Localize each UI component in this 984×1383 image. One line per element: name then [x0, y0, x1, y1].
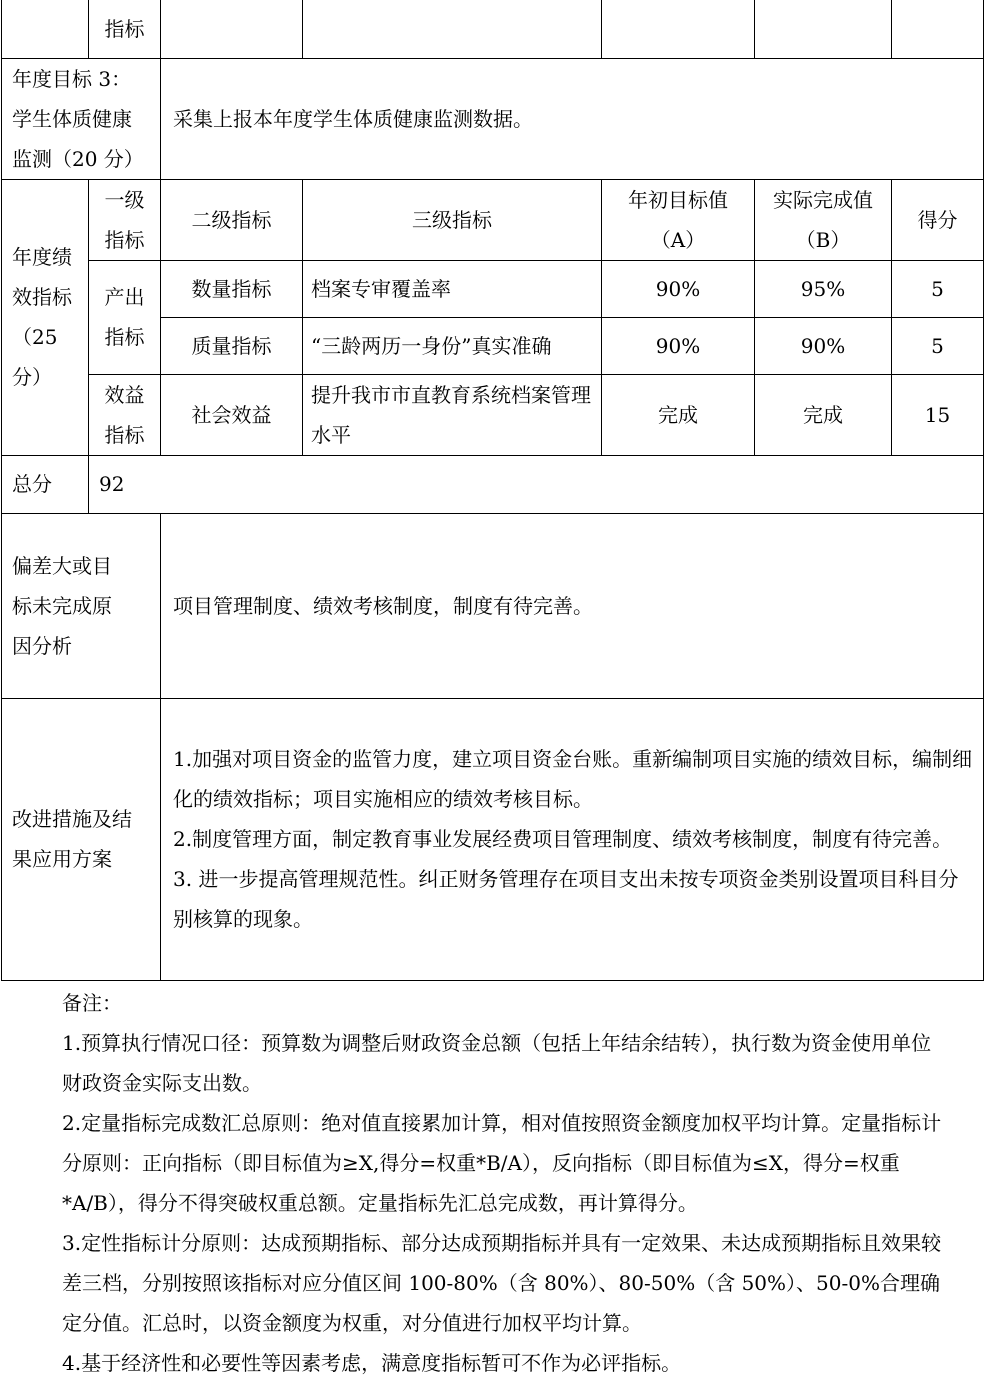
row-actual: 95% — [755, 260, 892, 317]
group-output: 产出指标 — [89, 260, 161, 374]
note-item: 2.定量指标完成数汇总原则：绝对值直接累加计算，相对值按照资金额度加权平均计算。定量指标计分原则：正向指标（即目标值为≥X,得分=权重*B/A），反向指标（即目标值为≤X，得分=权重*A/B），得分不得突破权重总额。定量指标先汇总完成数，再计算得分。 — [62, 1111, 942, 1215]
cell-empty — [602, 0, 755, 58]
row-actual: 90% — [755, 317, 892, 374]
goal3-label: 年度目标 3：学生体质健康监测（20 分） — [2, 58, 161, 179]
cell-empty — [892, 0, 984, 58]
deviation-row — [2, 513, 984, 698]
improve-item: 3. 进一步提高管理规范性。纠正财务管理存在项目支出未按专项资金类别设置项目科目分别核算的现象。 — [173, 867, 959, 931]
header-level3: 三级指标 — [303, 179, 602, 260]
table-row-continued — [2, 0, 984, 58]
note-item: 1.预算执行情况口径：预算数为调整后财政资金总额（包括上年结余结转），执行数为资金使用单位财政资金实际支出数。 — [62, 1031, 932, 1095]
row-level2: 质量指标 — [161, 317, 303, 374]
row-score: 15 — [892, 374, 984, 455]
perf-label: 年度绩效指标（25 分） — [2, 179, 89, 455]
header-level2: 二级指标 — [161, 179, 303, 260]
note-item: 4.基于经济性和必要性等因素考虑，满意度指标暂可不作为必评指标。 — [62, 1351, 682, 1375]
total-value: 92 — [89, 455, 984, 513]
header-target: 年初目标值（A） — [602, 179, 755, 260]
improve-item: 1.加强对项目资金的监管力度，建立项目资金台账。重新编制项目实施的绩效目标，编制细化的绩效指标；项目实施相应的绩效考核目标。 — [173, 747, 973, 811]
row-level3: 提升我市市直教育系统档案管理水平 — [303, 374, 602, 455]
improve-row — [2, 698, 984, 980]
table-row — [2, 374, 984, 455]
total-row — [2, 455, 984, 513]
row-target: 完成 — [602, 374, 755, 455]
row-level2: 社会效益 — [161, 374, 303, 455]
improve-content — [161, 698, 984, 980]
group-benefit: 效益指标 — [89, 374, 161, 455]
table-row — [2, 260, 984, 317]
level1-tail-cell: 指标 — [89, 0, 161, 58]
row-target: 90% — [602, 317, 755, 374]
cell-empty — [161, 0, 303, 58]
header-actual: 实际完成值（B） — [755, 179, 892, 260]
performance-table — [1, 0, 983, 977]
row-actual: 完成 — [755, 374, 892, 455]
cell-empty — [755, 0, 892, 58]
notes-section — [62, 983, 942, 1383]
total-label: 总分 — [2, 455, 89, 513]
improve-item: 2.制度管理方面，制定教育事业发展经费项目管理制度、绩效考核制度，制度有待完善。 — [173, 827, 953, 851]
header-level1: 一级指标 — [89, 179, 161, 260]
row-level2: 数量指标 — [161, 260, 303, 317]
note-item: 3.定性指标计分原则：达成预期指标、部分达成预期指标并具有一定效果、未达成预期指标且效果较差三档，分别按照该指标对应分值区间 100-80%（含 80%）、80-50%（含 50%）、50-0%合理确定分值。汇总时，以资金额度为权重，对分值进行加权平均计算。 — [62, 1231, 942, 1335]
notes-heading: 备注： — [62, 991, 122, 1015]
goal3-content: 采集上报本年度学生体质健康监测数据。 — [161, 58, 984, 179]
row-level3: 档案专审覆盖率 — [303, 260, 602, 317]
improve-label: 改进措施及结果应用方案 — [2, 698, 161, 980]
goal3-row — [2, 58, 984, 179]
row-score: 5 — [892, 260, 984, 317]
deviation-label: 偏差大或目标未完成原因分析 — [2, 513, 161, 698]
header-score: 得分 — [892, 179, 984, 260]
cell-empty — [2, 0, 89, 58]
row-level3: “三龄两历一身份”真实准确 — [303, 317, 602, 374]
deviation-content: 项目管理制度、绩效考核制度，制度有待完善。 — [161, 513, 984, 698]
row-target: 90% — [602, 260, 755, 317]
perf-header-row — [2, 179, 984, 260]
row-score: 5 — [892, 317, 984, 374]
cell-empty — [303, 0, 602, 58]
